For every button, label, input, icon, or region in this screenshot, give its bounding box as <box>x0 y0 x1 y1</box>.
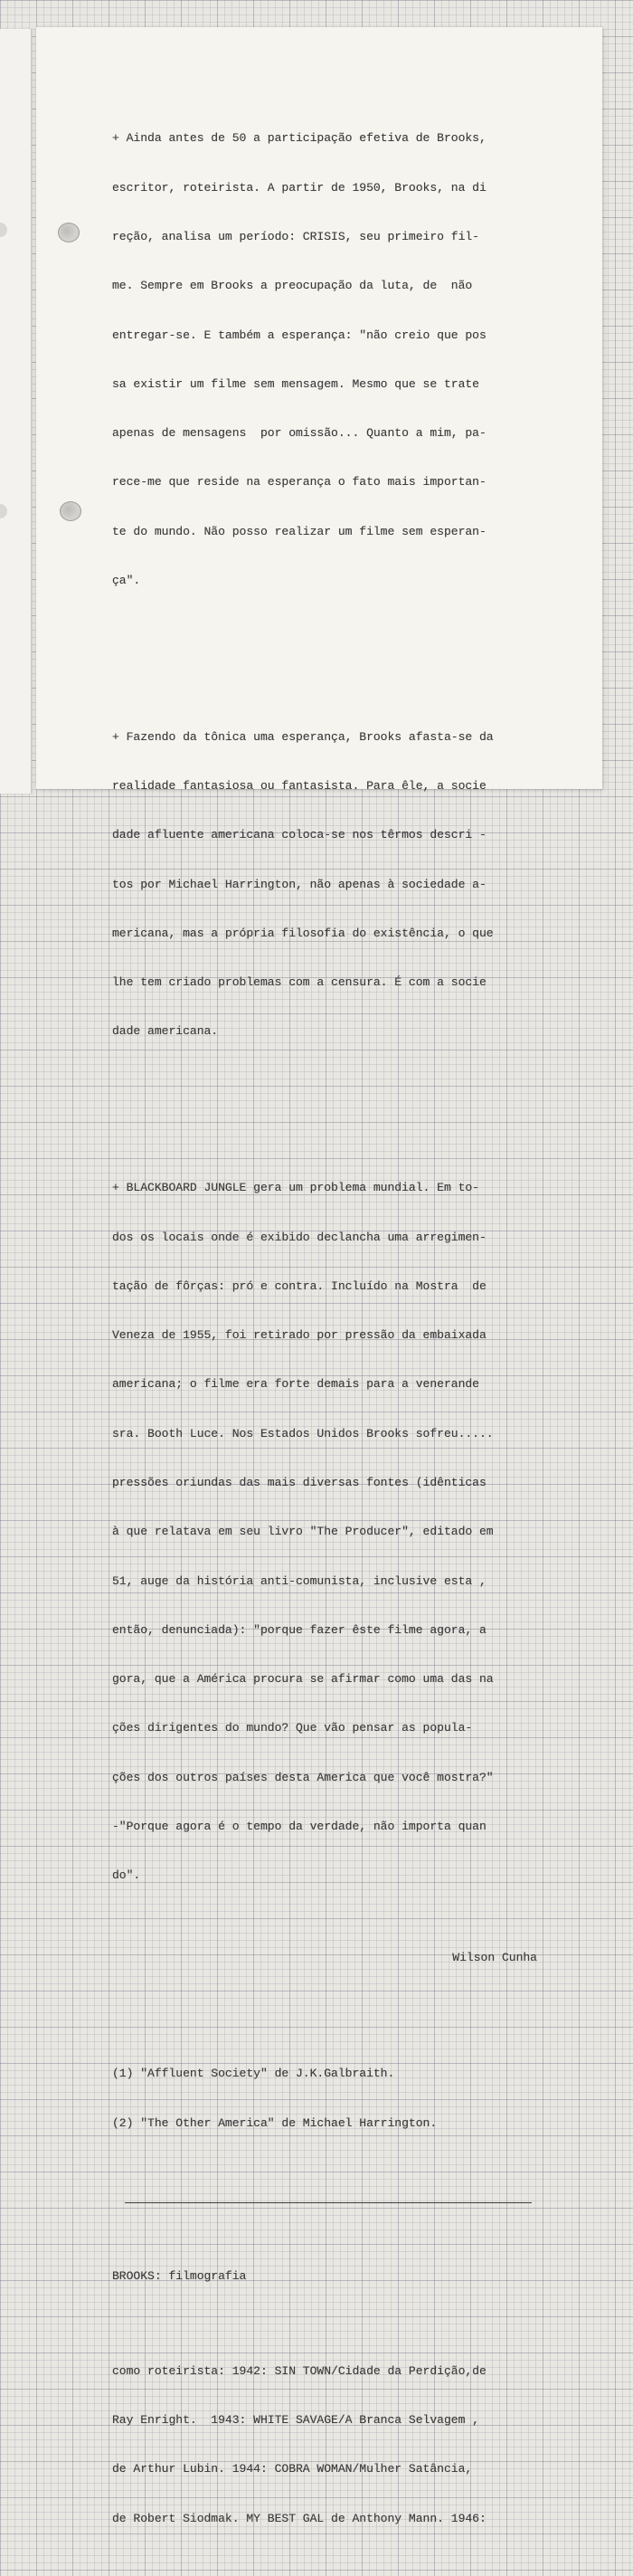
text-line: + BLACKBOARD JUNGLE gera um problema mundial. Em to- <box>112 1181 479 1195</box>
filmography-line: de Arthur Lubin. 1944: COBRA WOMAN/Mulher Satância, <box>112 2462 473 2476</box>
punch-hole <box>58 223 80 242</box>
text-line: -"Porque agora é o tempo da verdade, não importa quan <box>112 1819 487 1833</box>
text-line: + Ainda antes de 50 a participação efetiva de Brooks, <box>112 131 487 146</box>
filmography-list <box>112 2331 539 2560</box>
text-line: americana; o filme era forte demais para a venerande <box>112 1377 479 1392</box>
footnote: (2) "The Other America" de Michael Harrington. <box>112 2115 438 2130</box>
text-line: então, denunciada): "porque fazer êste filme agora, a <box>112 1622 487 1637</box>
text-line: dos os locais onde é exibido declancha uma arregimen- <box>112 1230 487 1244</box>
typed-text-block <box>112 65 539 2576</box>
text-line: me. Sempre em Brooks a preocupação da luta, de não <box>112 279 473 293</box>
paragraph-2 <box>112 697 539 1073</box>
filmography-heading: BROOKS: filmografia <box>112 2269 247 2284</box>
text-line: rece-me que reside na esperança o fato mais importan- <box>112 475 487 490</box>
text-line: Veneza de 1955, foi retirado por pressão da embaixada <box>112 1328 487 1343</box>
text-line: sa existir um filme sem mensagem. Mesmo que se trate <box>112 376 479 391</box>
divider-line <box>125 2202 532 2203</box>
text-line: te do mundo. Não posso realizar um filme sem esperan- <box>112 524 487 538</box>
text-line: apenas de mensagens por omissão... Quanto a mim, pa- <box>112 426 487 441</box>
text-line: 51, auge da história anti-comunista, inclusive esta , <box>112 1573 487 1588</box>
text-line: realidade fantasiosa ou fantasista. Para êle, a socie <box>112 779 487 794</box>
paragraph-3 <box>112 1147 539 1916</box>
filmography-line: como roteirista: 1942: SIN TOWN/Cidade da Perdição,de <box>112 2363 487 2378</box>
text-line: entregar-se. E também a esperança: "não creio que pos <box>112 328 487 342</box>
text-line: + Fazendo da tônica uma esperança, Brooks afasta-se da <box>112 729 494 744</box>
text-line: reção, analisa um período: CRISIS, seu primeiro fil- <box>112 229 479 243</box>
punch-hole <box>0 504 7 518</box>
paragraph-1 <box>112 98 539 622</box>
text-line: mericana, mas a própria filosofia do existência, o que <box>112 926 494 940</box>
text-line: pressões oriundas das mais diversas fontes (idênticas <box>112 1475 487 1489</box>
punch-hole <box>60 501 81 521</box>
footnotes <box>112 2033 539 2164</box>
footnote: (1) "Affluent Society" de J.K.Galbraith. <box>112 2067 395 2081</box>
text-line: escritor, roteirista. A partir de 1950, Brooks, na di <box>112 180 487 195</box>
text-line: tos por Michael Harrington, não apenas à sociedade a- <box>112 877 487 891</box>
text-line: à que relatava em seu livro "The Producer", editado em <box>112 1525 494 1539</box>
filmography-line: Ray Enright. 1943: WHITE SAVAGE/A Branca Selvagem , <box>112 2413 479 2428</box>
filmography-line: de Robert Siodmak. MY BEST GAL de Anthony Mann. 1946: <box>112 2511 487 2525</box>
text-line: lhe tem criado problemas com a censura. É com a socie <box>112 975 487 990</box>
adjacent-page-edge <box>0 29 32 794</box>
signature: Wilson Cunha <box>452 1950 537 1964</box>
text-line: ções dirigentes do mundo? Que vão pensar as popula- <box>112 1721 473 1735</box>
text-line: sra. Booth Luce. Nos Estados Unidos Brooks sofreu..... <box>112 1426 494 1440</box>
text-line: dade americana. <box>112 1024 219 1039</box>
text-line: tação de fôrças: pró e contra. Incluído na Mostra de <box>112 1278 487 1293</box>
text-line: ções dos outros países desta America que você mostra?" <box>112 1770 494 1784</box>
text-line: gora, que a América procura se afirmar como uma das na <box>112 1672 494 1687</box>
text-line: dade afluente americana coloca-se nos têrmos descri - <box>112 828 487 842</box>
text-line: do". <box>112 1868 141 1883</box>
text-line: ça". <box>112 573 141 587</box>
punch-hole <box>0 223 7 237</box>
